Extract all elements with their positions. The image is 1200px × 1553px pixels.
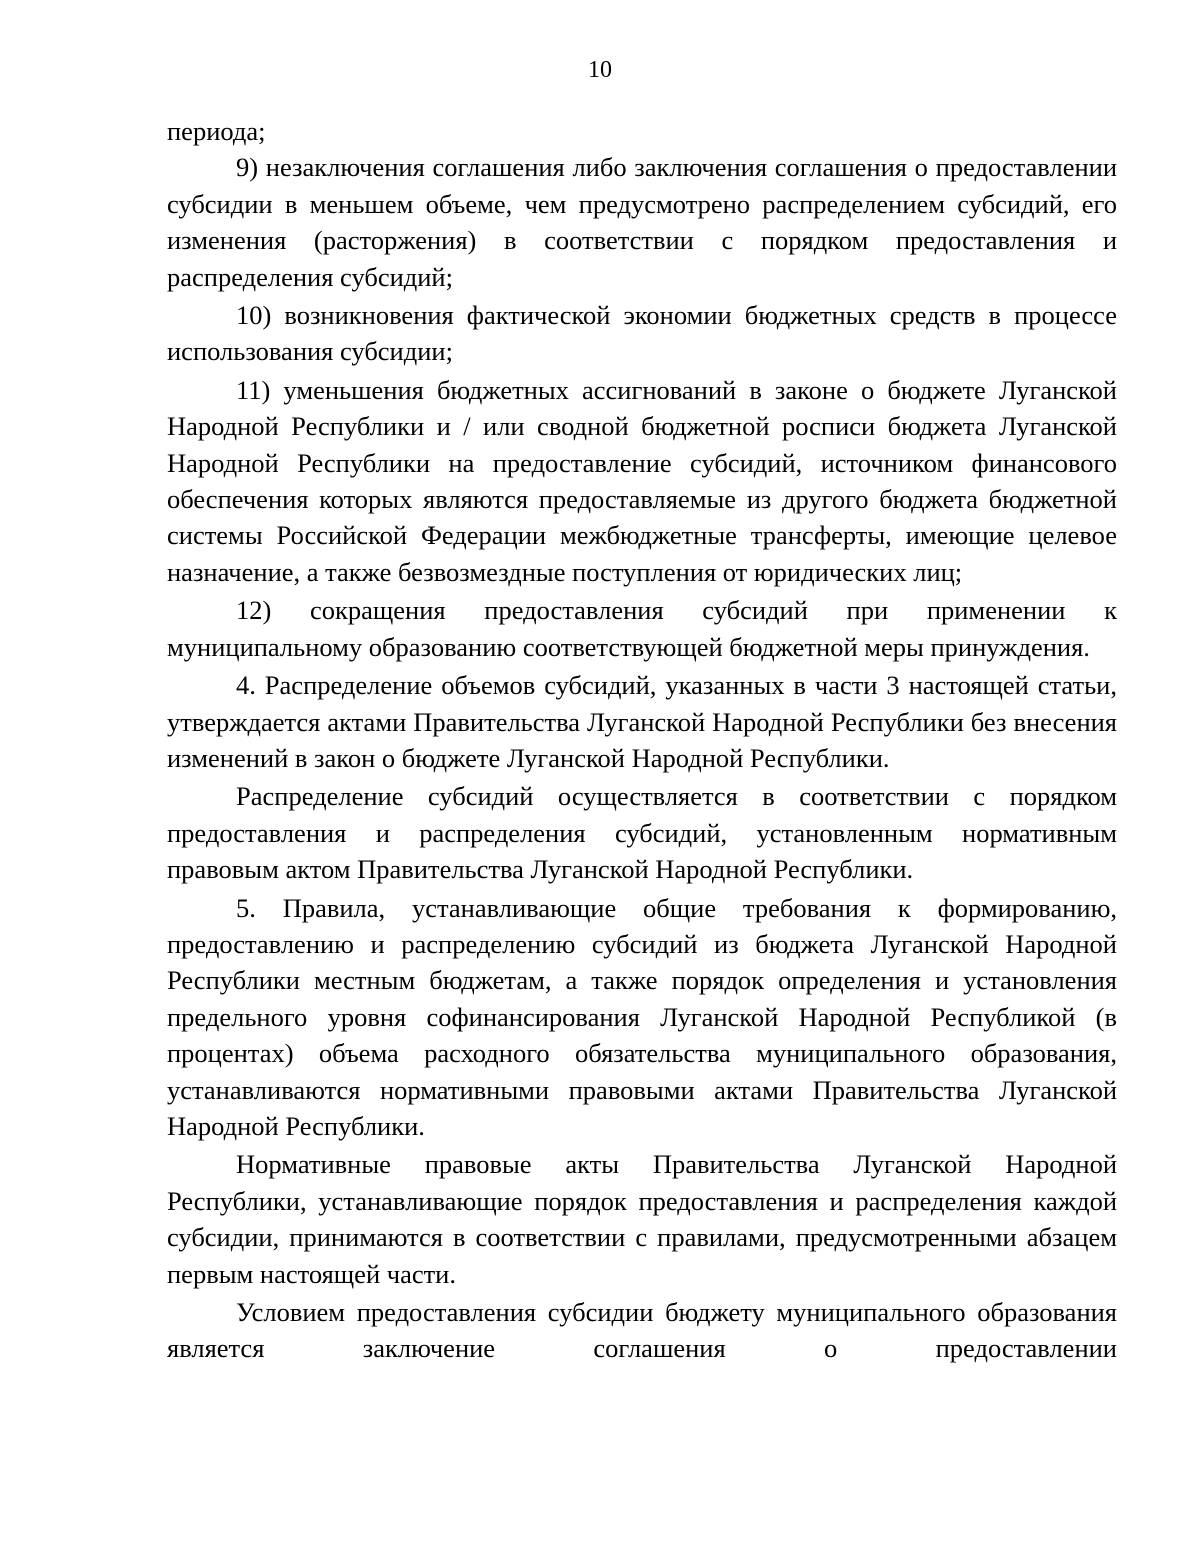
page-number: 10: [588, 57, 612, 83]
paragraph-normative-acts: Нормативные правовые акты Правительства Луганской Народной Республики, устанавливающие порядок предоставления и распределения каждой субсидии, принимаются в соответствии с правилами, предусмотренными абзацем первым настоящей части.: [167, 1149, 1117, 1289]
paragraph-part-4: 4. Распределение объемов субсидий, указанных в части 3 настоящей статьи, утверждается актами Правительства Луганской Народной Республики без внесения изменений в закон о бюджете Луганской Народной Республики.: [167, 670, 1117, 773]
paragraph-item-11: 11) уменьшения бюджетных ассигнований в законе о бюджете Луганской Народной Республики и / или сводной бюджетной росписи бюджета Луганской Народной Республики на предоставление субсидий, источником финансового обеспечения которых являются предоставляемые из другого бюджета бюджетной системы Российской Федерации межбюджетные трансферты, имеющие целевое назначение, а также безвозмездные поступления от юридических лиц;: [167, 374, 1117, 587]
paragraph-period-end: периода;: [167, 116, 266, 146]
paragraph-item-9: 9) незаключения соглашения либо заключения соглашения о предоставлении субсидии в меньшем объеме, чем предусмотрено распределением субсидий, его изменения (расторжения) в соответствии с порядком предоставления и распределения субсидий;: [167, 152, 1117, 292]
paragraph-item-10: 10) возникновения фактической экономии бюджетных средств в процессе использования субсидии;: [167, 300, 1117, 367]
paragraph-distribution: Распределение субсидий осуществляется в соответствии с порядком предоставления и распределения субсидий, установленным нормативным правовым актом Правительства Луганской Народной Республики.: [167, 781, 1117, 885]
paragraph-item-12: 12) сокращения предоставления субсидий при применении к муниципальному образованию соответствующей бюджетной меры принуждения.: [167, 595, 1117, 662]
paragraph-part-5: 5. Правила, устанавливающие общие требования к формированию, предоставлению и распределению субсидий из бюджета Луганской Народной Республики местным бюджетам, а также порядок определения и установления предельного уровня софинансирования Луганской Народной Республикой (в процентах) объема расходного обязательства муниципального образования, устанавливаются нормативными правовыми актами Правительства Луганской Народной Республики.: [167, 892, 1117, 1141]
paragraph-condition: Условием предоставления субсидии бюджету муниципального образования является заключение соглашения о предоставлении: [167, 1297, 1117, 1364]
document-body: [167, 113, 1117, 1367]
